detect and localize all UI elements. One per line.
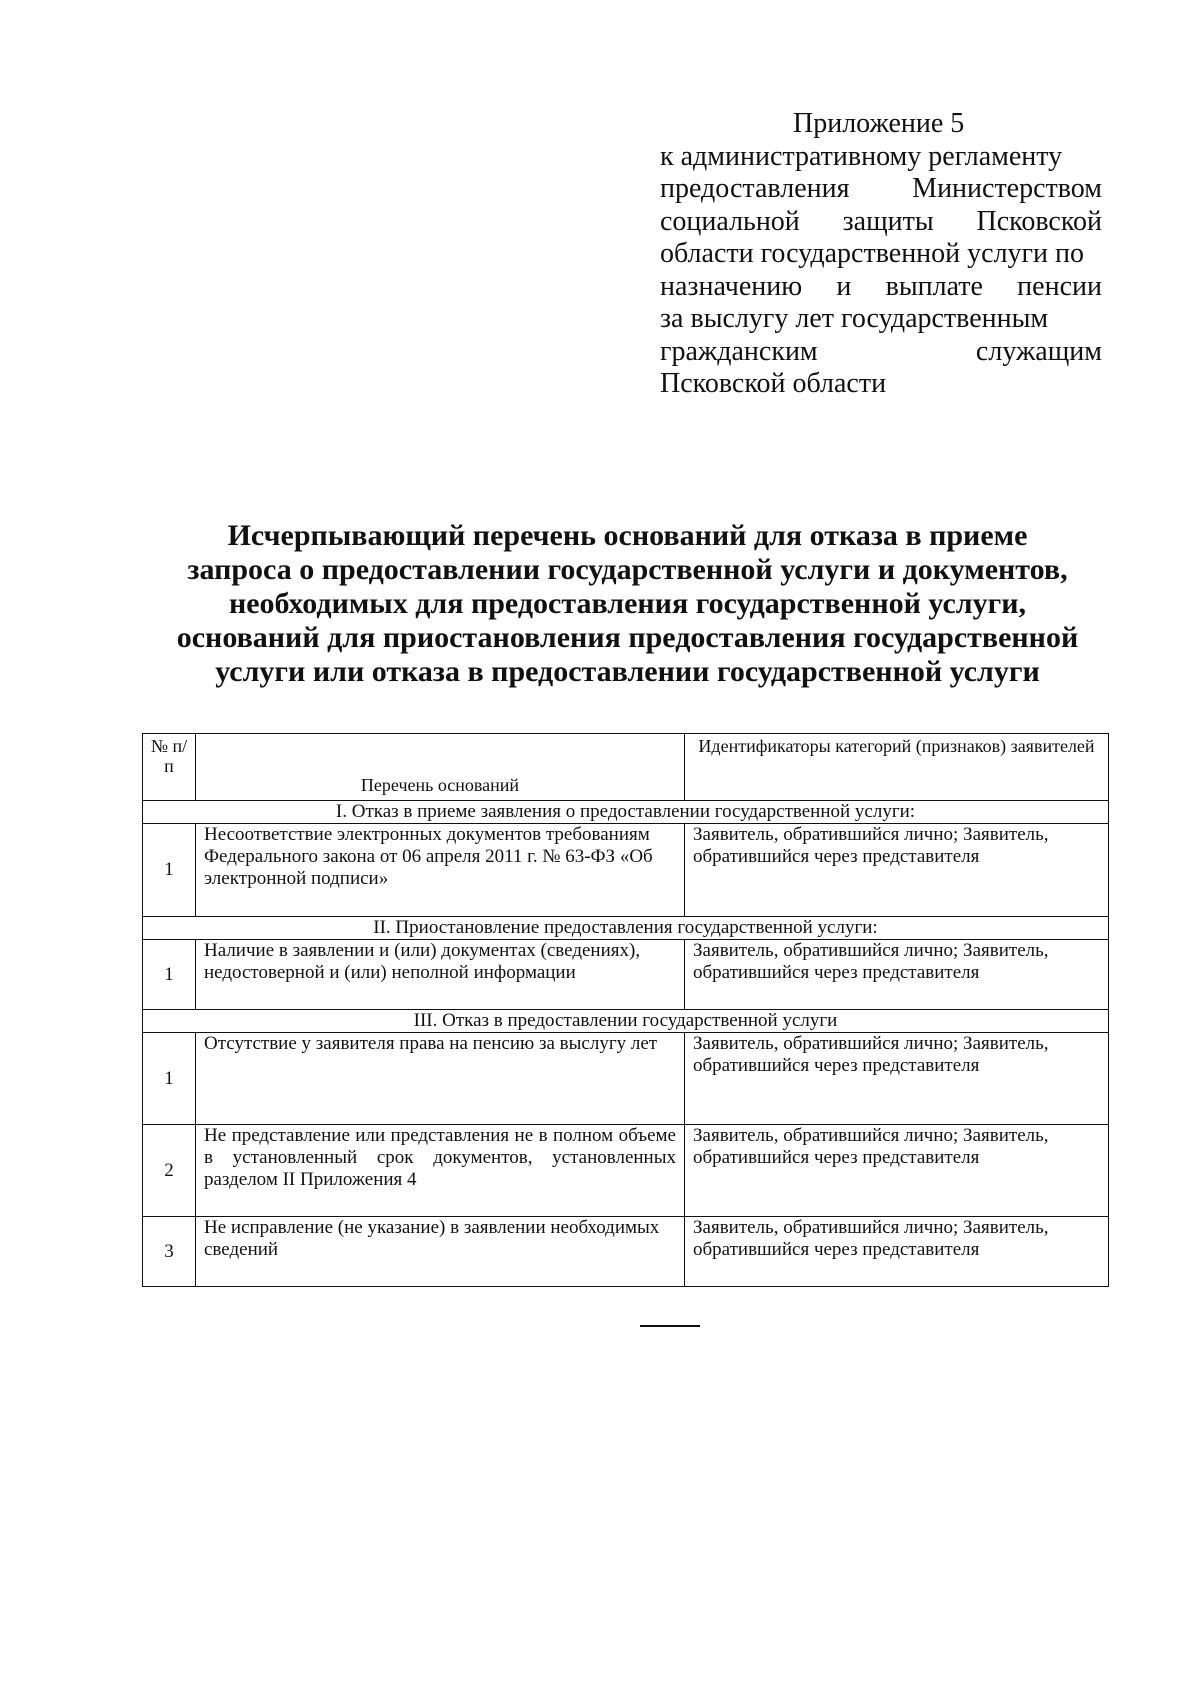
appendix-line — [660, 206, 1102, 239]
row-applicants: Заявитель, обратившийся лично; Заявитель, обратившийся через представителя — [685, 1217, 1109, 1287]
appendix-word: защиты — [842, 205, 934, 237]
heading-line: необходимых для предоставления государственной услуги, — [228, 587, 1027, 620]
table-header-row — [143, 734, 1109, 801]
section-row — [143, 1010, 1109, 1033]
section-title: I. Отказ в приеме заявления о предоставлении государственной услуги: — [143, 801, 1109, 824]
row-num: 3 — [143, 1217, 196, 1287]
row-reason: Несоответствие электронных документов требованиям Федерального закона от 06 апреля 2011 г. № 63-ФЗ «Об электронной подписи» — [196, 824, 685, 917]
appendix-word: области государственной услуги по — [660, 238, 1085, 269]
appendix-line — [660, 336, 1102, 369]
section-row — [143, 917, 1109, 940]
row-num: 1 — [143, 940, 196, 1010]
appendix-line: к административному регламенту — [660, 140, 1063, 172]
appendix-word: предоставления — [660, 173, 850, 204]
row-reason: Отсутствие у заявителя права на пенсию за выслугу лет — [196, 1033, 685, 1125]
table-row — [143, 1033, 1109, 1125]
row-applicants: Заявитель, обратившийся лично; Заявитель, обратившийся через представителя — [685, 1125, 1109, 1217]
appendix-word: гражданским — [660, 335, 818, 367]
heading-line: оснований для приостановления предоставления государственной — [176, 621, 1079, 654]
row-reason: Не исправление (не указание) в заявлении необходимых сведений — [196, 1217, 685, 1287]
section-title: II. Приостановление предоставления государственной услуги: — [143, 917, 1109, 940]
appendix-word: пенсии — [1017, 270, 1102, 302]
heading-line: услуги или отказа в предоставлении государственной услуги — [215, 655, 1040, 688]
row-applicants: Заявитель, обратившийся лично; Заявитель, обратившийся через представителя — [685, 1033, 1109, 1125]
header-reasons: Перечень оснований — [196, 734, 685, 801]
grounds-table — [142, 733, 1109, 1287]
appendix-word: выплате — [885, 270, 983, 302]
row-num: 1 — [143, 1033, 196, 1125]
appendix-word: служащим — [975, 335, 1102, 367]
row-applicants: Заявитель, обратившийся лично; Заявитель, обратившийся через представителя — [685, 824, 1109, 917]
appendix-block — [660, 108, 1102, 401]
row-num: 1 — [143, 824, 196, 917]
appendix-line — [660, 271, 1102, 304]
header-applicants: Идентификаторы категорий (признаков) заявителей — [685, 734, 1109, 801]
table-row — [143, 824, 1109, 917]
appendix-word: за выслугу лет государственным — [660, 303, 1049, 334]
appendix-line — [660, 238, 1102, 271]
row-reason: Не представление или представления не в полном объеме в установленный срок документов, установленных разделом II Приложения 4 — [196, 1125, 685, 1217]
row-applicants: Заявитель, обратившийся лично; Заявитель, обратившийся через представителя — [685, 940, 1109, 1010]
section-row — [143, 801, 1109, 824]
appendix-word: назначению — [660, 270, 803, 302]
table-row — [143, 940, 1109, 1010]
row-reason: Наличие в заявлении и (или) документах (сведениях), недостоверной и (или) неполной информации — [196, 940, 685, 1010]
appendix-word: социальной — [660, 205, 800, 237]
table-row — [143, 1125, 1109, 1217]
heading-line: запроса о предоставлении государственной услуги и документов, — [187, 553, 1068, 586]
appendix-title: Приложение 5 — [793, 108, 965, 139]
table-row — [143, 1217, 1109, 1287]
header-num: № п/п — [143, 734, 196, 801]
appendix-line: Псковской области — [660, 368, 887, 399]
section-title: III. Отказ в предоставлении государственной услуги — [143, 1010, 1109, 1033]
document-heading — [140, 519, 1115, 689]
appendix-word: Псковской — [976, 205, 1102, 237]
appendix-word: Министерством — [912, 173, 1102, 204]
end-rule — [640, 1325, 700, 1327]
heading-line: Исчерпывающий перечень оснований для отказа в приеме — [227, 519, 1028, 552]
appendix-word: и — [836, 270, 852, 302]
row-num: 2 — [143, 1125, 196, 1217]
appendix-line — [660, 303, 1102, 336]
appendix-line — [660, 173, 1102, 206]
